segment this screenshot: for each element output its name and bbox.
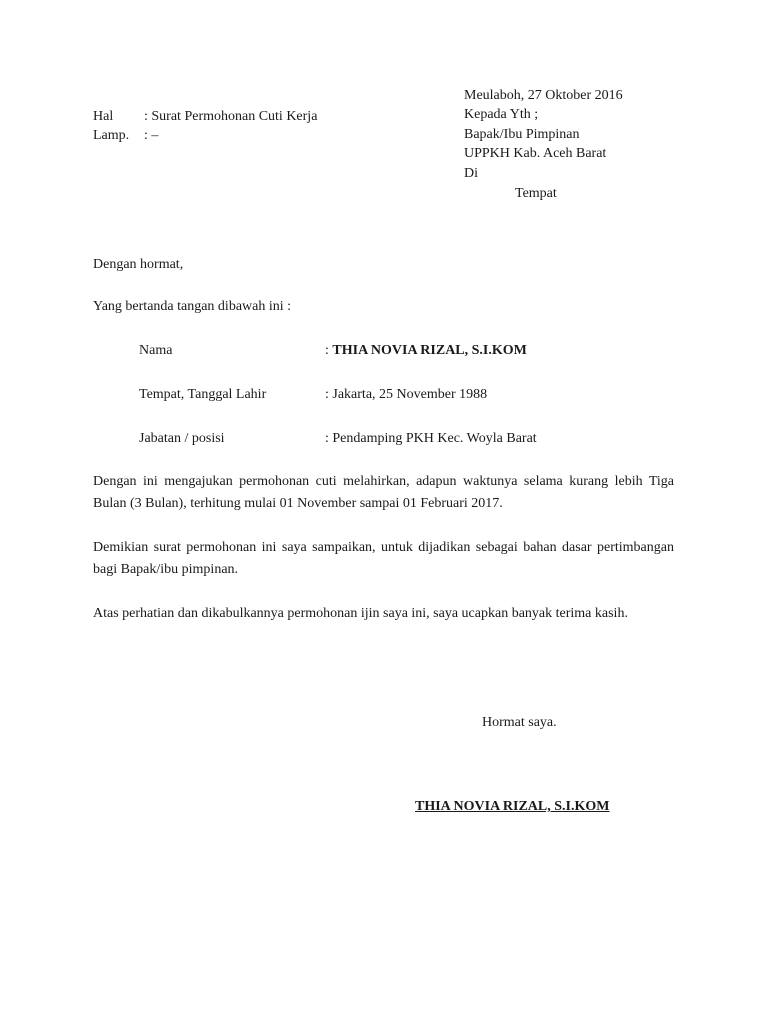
attachment-value: : – (144, 128, 159, 143)
regards: Hormat saya. (482, 715, 557, 730)
field-value-name (325, 341, 527, 360)
field-value-birth (325, 385, 487, 404)
name-value: THIA NOVIA RIZAL, S.I.KOM (332, 343, 527, 358)
intro-line: Yang bertanda tangan dibawah ini : (93, 299, 292, 314)
field-label-name: Nama (139, 343, 173, 358)
field-separator: : (325, 431, 329, 446)
salutation: Dengan hormat, (93, 257, 184, 272)
recipient-line-5: Tempat (515, 186, 557, 201)
subject-label: Hal (93, 109, 114, 124)
attachment-label: Lamp. (93, 128, 130, 143)
paragraph-thanks: Atas perhatian dan dikabulkannya permohonan ijin saya ini, saya ucapkan banyak terima kasih. (93, 606, 628, 621)
field-label-position: Jabatan / posisi (139, 431, 225, 446)
paragraph-leave-request: Dengan ini mengajukan permohonan cuti melahirkan, adapun waktunya selama kurang lebih Tiga Bulan (3 Bulan), terhitung mulai 01 November sampai 01 Februari 2017. (93, 474, 674, 511)
recipient-line-2: Bapak/Ibu Pimpinan (464, 127, 580, 142)
recipient-line-3: UPPKH Kab. Aceh Barat (464, 146, 607, 161)
position-value: Pendamping PKH Kec. Woyla Barat (332, 431, 537, 446)
subject-value: : Surat Permohonan Cuti Kerja (144, 109, 318, 124)
field-label-birth: Tempat, Tanggal Lahir (139, 387, 267, 402)
birth-value: Jakarta, 25 November 1988 (332, 387, 488, 402)
field-separator: : (325, 387, 329, 402)
signer-name: THIA NOVIA RIZAL, S.I.KOM (415, 799, 610, 814)
place-date: Meulaboh, 27 Oktober 2016 (464, 88, 623, 103)
field-separator: : (325, 343, 329, 358)
field-value-position (325, 429, 537, 448)
paragraph-closing-statement: Demikian surat permohonan ini saya sampaikan, untuk dijadikan sebagai bahan dasar pertimbangan bagi Bapak/ibu pimpinan. (93, 540, 674, 577)
recipient-line-1: Kepada Yth ; (464, 107, 539, 122)
recipient-line-4: Di (464, 166, 478, 181)
